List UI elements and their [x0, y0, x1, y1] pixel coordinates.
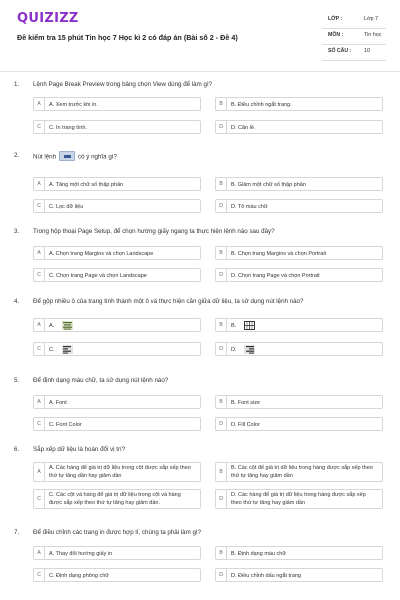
option-letter: C: [34, 121, 45, 133]
option-letter: A: [34, 319, 45, 331]
option-letter: A: [34, 178, 45, 190]
option-b[interactable]: [215, 318, 383, 332]
option-b[interactable]: [215, 462, 383, 482]
option-text: D. Fill Color: [231, 421, 260, 428]
question-text: Để điều chỉnh các trang in được hợp lí, chúng ta phải làm gì?: [33, 529, 202, 536]
meta-class: [322, 13, 386, 28]
option-a[interactable]: [33, 97, 201, 111]
option-b[interactable]: [215, 546, 383, 560]
page-header: [0, 0, 400, 68]
option-c[interactable]: [33, 120, 201, 134]
option-letter: B: [216, 547, 227, 559]
option-text: B. Định dạng màu chữ: [231, 550, 287, 557]
meta-class-value: Lớp 7: [364, 16, 379, 22]
option-text: A. Tăng một chữ số thập phân: [49, 181, 124, 188]
option-letter: A: [34, 247, 45, 259]
option-d[interactable]: [215, 568, 383, 582]
option-text: C. In trang tính.: [49, 124, 87, 131]
option-letter: C: [34, 269, 45, 281]
question-number: 2.: [14, 152, 20, 159]
option-d[interactable]: [215, 120, 383, 134]
option-text: D. Tô màu chữ: [231, 203, 268, 210]
option-a[interactable]: [33, 462, 201, 482]
option-text: A. Chọn trang Margins và chọn Landscape: [49, 250, 154, 257]
option-d[interactable]: [215, 417, 383, 431]
question-text-before: Nút lệnh: [33, 153, 57, 161]
option-d[interactable]: [215, 489, 383, 509]
option-a[interactable]: [33, 318, 201, 332]
document-title: Đề kiểm tra 15 phút Tin học 7 Học kì 2 có đáp án (Bài số 2 - Đề 4): [17, 33, 238, 42]
option-letter: C: [34, 418, 45, 430]
header-divider: [0, 71, 400, 72]
option-letter: A: [34, 98, 45, 110]
option-a[interactable]: [33, 246, 201, 260]
option-text: C. Định dạng phông chữ: [49, 572, 109, 579]
question-text: Để định dạng màu chữ, ta sử dụng nút lệnh nào?: [33, 377, 169, 384]
option-text: D.: [231, 346, 237, 353]
option-text: B. Chọn trang Margins và chọn Portrait: [231, 250, 327, 257]
option-letter: A: [34, 396, 45, 408]
option-text: B.: [231, 322, 237, 329]
option-letter: A: [34, 547, 45, 559]
option-a[interactable]: [33, 546, 201, 560]
option-a[interactable]: [33, 177, 201, 191]
merge-center-icon: [62, 321, 73, 330]
option-text: D. Căn lề.: [231, 124, 256, 131]
meta-subject-value: Tin học: [364, 32, 382, 38]
option-text: A.: [49, 322, 55, 329]
option-letter: D: [216, 269, 227, 281]
option-b[interactable]: [215, 97, 383, 111]
align-left-icon: [62, 345, 73, 354]
option-letter: D: [216, 200, 227, 212]
meta-count-label: SỐ CÂU :: [328, 48, 352, 54]
question-number: 3.: [14, 228, 20, 235]
option-c[interactable]: [33, 489, 201, 509]
option-text: B. Điều chỉnh ngắt trang.: [231, 101, 292, 108]
question-text: Để gộp nhiều ô của trang tính thành một ô và thực hiện căn giữa dữ liệu, ta sử dụng nút lệnh nào?: [33, 298, 304, 305]
increase-decimal-icon: [59, 151, 75, 161]
option-letter: C: [34, 569, 45, 581]
option-b[interactable]: [215, 395, 383, 409]
meta-class-label: LỚP :: [328, 16, 343, 22]
meta-divider: [322, 60, 386, 61]
option-text: C. Chọn trang Page và chọn Landscape: [49, 272, 147, 279]
meta-subject: [322, 29, 386, 44]
option-text: A. Xem trước khi in.: [49, 101, 98, 108]
option-letter: D: [216, 418, 227, 430]
option-letter: C: [34, 490, 45, 508]
question-text: [33, 152, 117, 162]
option-text: D. Chọn trang Page và chọn Portrait: [231, 272, 320, 279]
option-text: B. Các cột để giá trị dữ liệu trong hàng được sắp xếp theo thứ tự tăng hay giảm dần: [231, 465, 373, 479]
question-number: 7.: [14, 529, 20, 536]
option-letter: B: [216, 319, 227, 331]
option-c[interactable]: [33, 268, 201, 282]
question-text: Sắp xếp dữ liệu là hoán đổi vị trí?: [33, 446, 126, 453]
question-text-after: có ý nghĩa gì?: [78, 153, 117, 161]
meta-subject-label: MÔN :: [328, 32, 344, 38]
question-text: Lệnh Page Break Preview trong bảng chọn View dùng để làm gì?: [33, 81, 213, 88]
option-letter: C: [34, 200, 45, 212]
option-b[interactable]: [215, 177, 383, 191]
option-letter: B: [216, 178, 227, 190]
option-text: C.: [49, 346, 55, 353]
option-letter: D: [216, 343, 227, 355]
question-number: 5.: [14, 377, 20, 384]
option-d[interactable]: [215, 342, 383, 356]
align-right-icon: [244, 345, 255, 354]
option-c[interactable]: [33, 199, 201, 213]
option-text: B. Giảm một chữ số thập phân: [231, 181, 306, 188]
option-letter: D: [216, 121, 227, 133]
option-text: D. Các hàng để giá trị dữ liệu trong hàng được sắp xếp theo thứ tự tăng hay giảm dần: [231, 492, 366, 506]
question-number: 1.: [14, 81, 20, 88]
meta-count-value: 10: [364, 48, 370, 54]
option-a[interactable]: [33, 395, 201, 409]
option-text: A. Các hàng để giá trị dữ liệu trong cột được sắp xếp theo thứ tự tăng dần hay giảm dần: [49, 465, 191, 479]
option-text: A. Font: [49, 399, 67, 406]
option-text: B. Font size: [231, 399, 261, 406]
option-letter: B: [216, 396, 227, 408]
meta-count: [322, 45, 386, 60]
option-letter: B: [216, 98, 227, 110]
option-letter: C: [34, 343, 45, 355]
option-letter: A: [34, 463, 45, 481]
option-letter: B: [216, 247, 227, 259]
option-letter: D: [216, 569, 227, 581]
option-text: C. Font Color: [49, 421, 82, 428]
question-number: 6.: [14, 446, 20, 453]
quizizz-logo: QUIZIZZ: [17, 11, 79, 26]
question-text: Trong hộp thoại Page Setup, để chọn hướng giấy ngang ta thực hiện lệnh nào sau đây?: [33, 228, 275, 235]
option-d[interactable]: [215, 199, 383, 213]
option-text: A. Thay đổi hướng giấy in: [49, 550, 113, 557]
option-c[interactable]: [33, 568, 201, 582]
question-number: 4.: [14, 298, 20, 305]
option-c[interactable]: [33, 417, 201, 431]
borders-icon: [244, 321, 255, 330]
option-letter: B: [216, 463, 227, 481]
option-d[interactable]: [215, 268, 383, 282]
option-letter: D: [216, 490, 227, 508]
option-text: C. Các cột và hàng để giá trị dữ liệu trong cột và hàng được sắp xếp theo thứ tự tăng hay giảm dần.: [49, 492, 181, 506]
option-text: C. Lọc dữ liệu: [49, 203, 84, 210]
option-b[interactable]: [215, 246, 383, 260]
option-text: D. Điều chỉnh dấu ngắt trang: [231, 572, 302, 579]
option-c[interactable]: [33, 342, 201, 356]
